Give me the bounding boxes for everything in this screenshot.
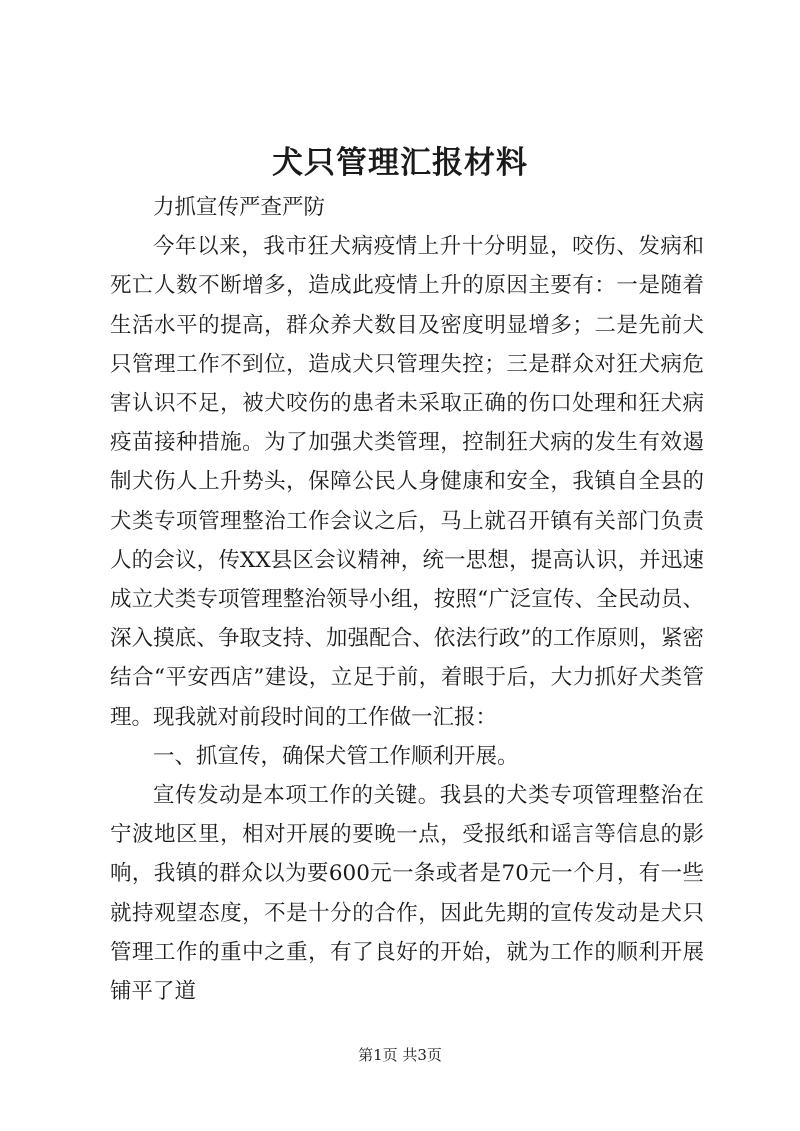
paragraph-publicity: 宣传发动是本项工作的关键。我县的犬类专项管理整治在宁波地区里，相对开展的要晚一点，受报纸和谣言等信息的影响，我镇的群众以为要600元一条或者是70元一个月，有一些就持观望态度，不是十分的合作，因此先期的宣传发动是犬只管理工作的重中之重，有了良好的开始，就为工作的顺利开展铺平了道 [110,783,704,1005]
paragraph-subtitle: 力抓宣传严查严防 [153,195,326,220]
paragraph-intro: 今年以来，我市狂犬病疫情上升十分明显，咬伤、发病和死亡人数不断增多，造成此疫情上升的原因主要有：一是随着生活水平的提高，群众养犬数目及密度明显增多；二是先前犬只管理工作不到位，造成犬只管理失控；三是群众对狂犬病危害认识不足，被犬咬伤的患者未采取正确的伤口处理和狂犬病疫苗接种措施。为了加强犬类管理，控制狂犬病的发生有效遏制犬伤人上升势头，保障公民人身健康和安全，我镇自全县的犬类专项管理整治工作会议之后，马上就召开镇有关部门负责人的会议，传XX县区会议精神，统一思想，提高认识，并迅速成立犬类专项管理整治领导小组，按照“广泛宣传、全民动员、深入摸底、争取支持、加强配合、依法行政”的工作原则，紧密结合“平安西店”建设，立足于前，着眼于后，大力抓好犬类管理。现我就对前段时间的工作做一汇报： [110,234,704,730]
paragraph-section-heading: 一、抓宣传，确保犬管工作顺利开展。 [153,743,519,769]
document-body [110,188,704,1011]
document-title: 犬只管理汇报材料 [272,145,528,181]
page-footer: 第1页 共3页 [358,1046,442,1064]
